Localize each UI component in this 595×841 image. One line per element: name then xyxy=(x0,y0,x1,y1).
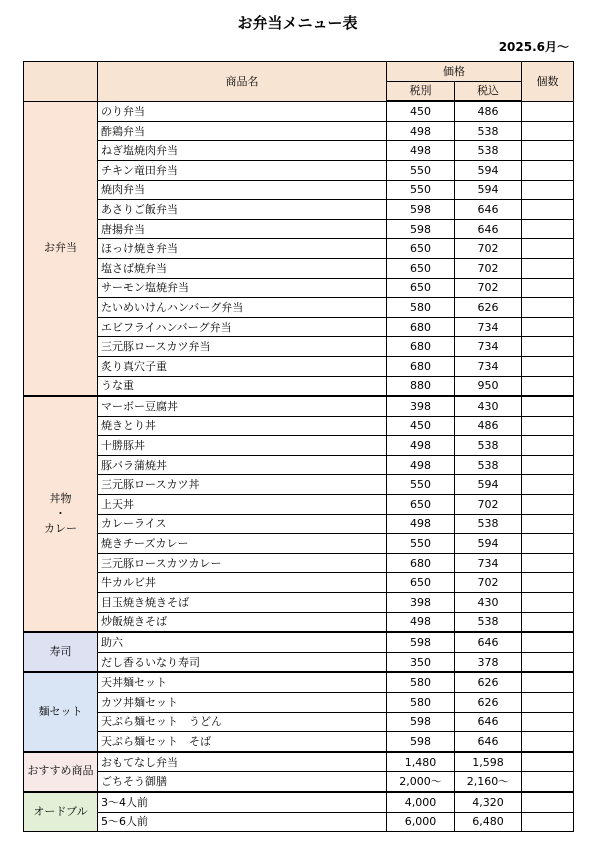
price-tax-excluded: 4,000 xyxy=(387,792,455,812)
menu-row xyxy=(24,672,574,692)
quantity-cell[interactable] xyxy=(522,258,574,278)
menu-row xyxy=(24,495,574,515)
price-tax-included: 734 xyxy=(455,553,522,573)
quantity-cell[interactable] xyxy=(522,317,574,337)
price-tax-included: 702 xyxy=(455,239,522,259)
quantity-cell[interactable] xyxy=(522,712,574,732)
price-tax-included: 594 xyxy=(455,534,522,554)
menu-row xyxy=(24,356,574,376)
menu-row xyxy=(24,752,574,772)
quantity-header: 個数 xyxy=(522,62,574,102)
item-name: ほっけ焼き弁当 xyxy=(98,239,387,259)
price-tax-excluded: 880 xyxy=(387,376,455,396)
category-label: お弁当 xyxy=(24,101,98,396)
price-tax-included: 646 xyxy=(455,219,522,239)
menu-row xyxy=(24,337,574,357)
price-tax-included: 378 xyxy=(455,652,522,672)
menu-row xyxy=(24,593,574,613)
quantity-cell[interactable] xyxy=(522,732,574,752)
tax-excluded-header: 税別 xyxy=(387,81,455,101)
price-tax-excluded: 398 xyxy=(387,593,455,613)
quantity-cell[interactable] xyxy=(522,475,574,495)
price-tax-included: 538 xyxy=(455,121,522,141)
quantity-cell[interactable] xyxy=(522,239,574,259)
price-tax-excluded: 1,480 xyxy=(387,752,455,772)
price-tax-excluded: 498 xyxy=(387,121,455,141)
menu-row xyxy=(24,772,574,792)
price-tax-included: 626 xyxy=(455,672,522,692)
item-name: 炙り真穴子重 xyxy=(98,356,387,376)
price-tax-included: 702 xyxy=(455,258,522,278)
item-name: 焼肉弁当 xyxy=(98,180,387,200)
item-name: 焼きとり丼 xyxy=(98,416,387,436)
price-tax-excluded: 680 xyxy=(387,356,455,376)
product-name-header: 商品名 xyxy=(98,62,387,102)
menu-row xyxy=(24,298,574,318)
quantity-cell[interactable] xyxy=(522,553,574,573)
price-tax-excluded: 450 xyxy=(387,416,455,436)
category-label: オードブル xyxy=(24,792,98,832)
menu-row xyxy=(24,792,574,812)
category-label: おすすめ商品 xyxy=(24,752,98,792)
quantity-cell[interactable] xyxy=(522,752,574,772)
price-tax-included: 538 xyxy=(455,141,522,161)
price-tax-excluded: 2,000～ xyxy=(387,772,455,792)
quantity-cell[interactable] xyxy=(522,455,574,475)
price-tax-included: 702 xyxy=(455,495,522,515)
price-tax-excluded: 598 xyxy=(387,219,455,239)
item-name: エビフライハンバーグ弁当 xyxy=(98,317,387,337)
price-tax-excluded: 580 xyxy=(387,693,455,713)
item-name: カレーライス xyxy=(98,514,387,534)
price-tax-included: 626 xyxy=(455,693,522,713)
price-tax-included: 430 xyxy=(455,396,522,416)
item-name: だし香るいなり寿司 xyxy=(98,652,387,672)
quantity-cell[interactable] xyxy=(522,278,574,298)
price-tax-excluded: 550 xyxy=(387,180,455,200)
price-tax-excluded: 598 xyxy=(387,200,455,220)
item-name: 三元豚ロースカツ弁当 xyxy=(98,337,387,357)
price-tax-excluded: 498 xyxy=(387,455,455,475)
price-tax-included: 646 xyxy=(455,632,522,652)
item-name: ごちそう御膳 xyxy=(98,772,387,792)
price-tax-included: 950 xyxy=(455,376,522,396)
price-tax-excluded: 580 xyxy=(387,298,455,318)
price-tax-excluded: 680 xyxy=(387,337,455,357)
price-tax-included: 1,598 xyxy=(455,752,522,772)
menu-row xyxy=(24,612,574,632)
menu-row xyxy=(24,553,574,573)
quantity-cell[interactable] xyxy=(522,141,574,161)
menu-row xyxy=(24,239,574,259)
price-tax-excluded: 550 xyxy=(387,475,455,495)
price-tax-included: 646 xyxy=(455,200,522,220)
quantity-cell[interactable] xyxy=(522,672,574,692)
price-tax-excluded: 450 xyxy=(387,101,455,121)
menu-row xyxy=(24,101,574,121)
price-tax-included: 702 xyxy=(455,278,522,298)
item-name: 炒飯焼きそば xyxy=(98,612,387,632)
menu-row xyxy=(24,455,574,475)
quantity-cell[interactable] xyxy=(522,495,574,515)
price-tax-included: 538 xyxy=(455,612,522,632)
menu-row xyxy=(24,376,574,396)
quantity-cell[interactable] xyxy=(522,693,574,713)
menu-row xyxy=(24,200,574,220)
category-label: 麺セット xyxy=(24,672,98,751)
quantity-cell[interactable] xyxy=(522,219,574,239)
price-tax-included: 594 xyxy=(455,180,522,200)
item-name: たいめいけんハンバーグ弁当 xyxy=(98,298,387,318)
price-tax-excluded: 650 xyxy=(387,239,455,259)
item-name: 酢鶏弁当 xyxy=(98,121,387,141)
item-name: 焼きチーズカレー xyxy=(98,534,387,554)
price-tax-excluded: 350 xyxy=(387,652,455,672)
quantity-cell[interactable] xyxy=(522,573,574,593)
menu-row xyxy=(24,812,574,832)
item-name: おもてなし弁当 xyxy=(98,752,387,772)
item-name: サーモン塩焼弁当 xyxy=(98,278,387,298)
item-name: あさりご飯弁当 xyxy=(98,200,387,220)
price-tax-excluded: 498 xyxy=(387,514,455,534)
item-name: 上天丼 xyxy=(98,495,387,515)
price-tax-included: 538 xyxy=(455,455,522,475)
price-tax-included: 646 xyxy=(455,712,522,732)
quantity-cell[interactable] xyxy=(522,792,574,812)
item-name: 天ぷら麺セット うどん xyxy=(98,712,387,732)
menu-row xyxy=(24,219,574,239)
price-tax-included: 734 xyxy=(455,356,522,376)
quantity-cell[interactable] xyxy=(522,121,574,141)
item-name: 塩さば焼弁当 xyxy=(98,258,387,278)
menu-row xyxy=(24,160,574,180)
menu-body xyxy=(24,101,574,831)
price-tax-included: 486 xyxy=(455,101,522,121)
price-tax-included: 626 xyxy=(455,298,522,318)
quantity-cell[interactable] xyxy=(522,652,574,672)
quantity-cell[interactable] xyxy=(522,436,574,456)
quantity-cell[interactable] xyxy=(522,812,574,832)
quantity-cell[interactable] xyxy=(522,416,574,436)
menu-row xyxy=(24,141,574,161)
menu-row xyxy=(24,416,574,436)
price-tax-excluded: 650 xyxy=(387,258,455,278)
menu-row xyxy=(24,534,574,554)
price-tax-included: 646 xyxy=(455,732,522,752)
quantity-cell[interactable] xyxy=(522,612,574,632)
item-name: 三元豚ロースカツカレー xyxy=(98,553,387,573)
item-name: 天丼麺セット xyxy=(98,672,387,692)
price-tax-excluded: 680 xyxy=(387,317,455,337)
price-tax-excluded: 498 xyxy=(387,141,455,161)
price-tax-excluded: 498 xyxy=(387,436,455,456)
item-name: カツ丼麺セット xyxy=(98,693,387,713)
quantity-cell[interactable] xyxy=(522,534,574,554)
quantity-cell[interactable] xyxy=(522,593,574,613)
menu-row xyxy=(24,514,574,534)
price-tax-included: 6,480 xyxy=(455,812,522,832)
menu-row xyxy=(24,573,574,593)
price-tax-excluded: 598 xyxy=(387,632,455,652)
price-tax-included: 486 xyxy=(455,416,522,436)
price-tax-included: 734 xyxy=(455,317,522,337)
item-name: チキン竜田弁当 xyxy=(98,160,387,180)
quantity-cell[interactable] xyxy=(522,396,574,416)
quantity-cell[interactable] xyxy=(522,356,574,376)
menu-row xyxy=(24,278,574,298)
price-tax-included: 430 xyxy=(455,593,522,613)
menu-table xyxy=(23,61,574,832)
price-tax-included: 538 xyxy=(455,514,522,534)
menu-row xyxy=(24,180,574,200)
menu-row xyxy=(24,396,574,416)
price-tax-excluded: 550 xyxy=(387,534,455,554)
menu-row xyxy=(24,475,574,495)
price-tax-included: 2,160～ xyxy=(455,772,522,792)
effective-date: 2025.6月～ xyxy=(498,40,569,54)
category-header-cell xyxy=(24,62,98,102)
price-header: 価格 xyxy=(387,62,522,82)
price-tax-excluded: 650 xyxy=(387,278,455,298)
quantity-cell[interactable] xyxy=(522,376,574,396)
menu-row xyxy=(24,436,574,456)
price-tax-included: 594 xyxy=(455,160,522,180)
price-tax-excluded: 680 xyxy=(387,553,455,573)
quantity-cell[interactable] xyxy=(522,160,574,180)
price-tax-included: 594 xyxy=(455,475,522,495)
item-name: 3～4人前 xyxy=(98,792,387,812)
item-name: うな重 xyxy=(98,376,387,396)
menu-row xyxy=(24,693,574,713)
price-tax-excluded: 580 xyxy=(387,672,455,692)
quantity-cell[interactable] xyxy=(522,772,574,792)
quantity-cell[interactable] xyxy=(522,337,574,357)
page-title: お弁当メニュー表 xyxy=(237,14,358,32)
price-tax-excluded: 6,000 xyxy=(387,812,455,832)
category-label: 丼物 ・ カレー xyxy=(24,396,98,632)
price-tax-excluded: 550 xyxy=(387,160,455,180)
item-name: 唐揚弁当 xyxy=(98,219,387,239)
menu-row xyxy=(24,258,574,278)
price-tax-included: 538 xyxy=(455,436,522,456)
menu-row xyxy=(24,712,574,732)
item-name: 豚バラ蒲焼丼 xyxy=(98,455,387,475)
item-name: 十勝豚丼 xyxy=(98,436,387,456)
item-name: のり弁当 xyxy=(98,101,387,121)
item-name: ねぎ塩焼肉弁当 xyxy=(98,141,387,161)
item-name: 5～6人前 xyxy=(98,812,387,832)
menu-row xyxy=(24,317,574,337)
quantity-cell[interactable] xyxy=(522,514,574,534)
item-name: 助六 xyxy=(98,632,387,652)
tax-included-header: 税込 xyxy=(455,81,522,101)
item-name: 三元豚ロースカツ丼 xyxy=(98,475,387,495)
price-tax-excluded: 498 xyxy=(387,612,455,632)
price-tax-excluded: 598 xyxy=(387,712,455,732)
quantity-cell[interactable] xyxy=(522,180,574,200)
menu-row xyxy=(24,121,574,141)
price-tax-included: 4,320 xyxy=(455,792,522,812)
price-tax-excluded: 650 xyxy=(387,495,455,515)
quantity-cell[interactable] xyxy=(522,632,574,652)
quantity-cell[interactable] xyxy=(522,101,574,121)
price-tax-excluded: 398 xyxy=(387,396,455,416)
menu-row xyxy=(24,632,574,652)
quantity-cell[interactable] xyxy=(522,200,574,220)
price-tax-included: 734 xyxy=(455,337,522,357)
price-tax-excluded: 650 xyxy=(387,573,455,593)
item-name: 牛カルビ丼 xyxy=(98,573,387,593)
item-name: 天ぷら麺セット そば xyxy=(98,732,387,752)
menu-row xyxy=(24,652,574,672)
item-name: マーボー豆腐丼 xyxy=(98,396,387,416)
category-label: 寿司 xyxy=(24,632,98,672)
quantity-cell[interactable] xyxy=(522,298,574,318)
menu-row xyxy=(24,732,574,752)
item-name: 目玉焼き焼きそば xyxy=(98,593,387,613)
price-tax-included: 702 xyxy=(455,573,522,593)
price-tax-excluded: 598 xyxy=(387,732,455,752)
